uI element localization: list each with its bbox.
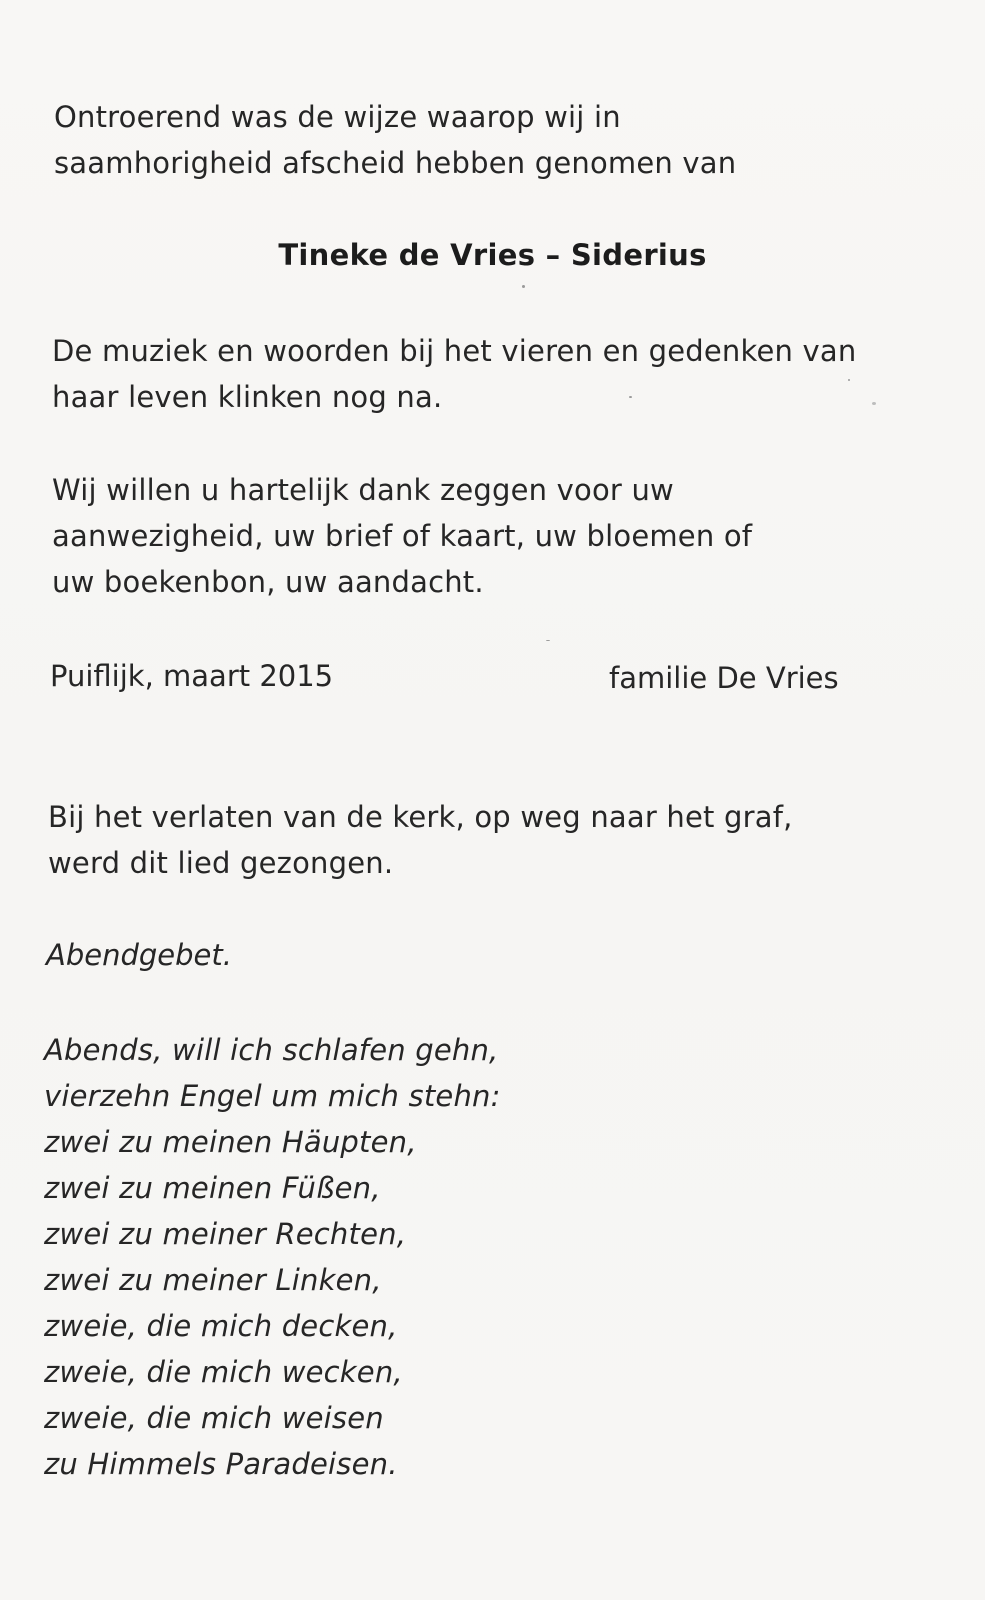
scan-speck — [629, 396, 632, 398]
thanks-line: Wij willen u hartelijk dank zeggen voor uw — [52, 473, 674, 507]
music-paragraph — [52, 328, 856, 420]
poem-line: zu Himmels Paradeisen. — [44, 1447, 398, 1481]
poem-line: zwei zu meinen Füßen, — [44, 1171, 381, 1205]
place-date: Puiflijk, maart 2015 — [50, 659, 334, 693]
intro-line: Ontroerend was de wijze waarop wij in — [54, 100, 621, 134]
thanks-line: uw boekenbon, uw aandacht. — [52, 565, 484, 599]
poem-line: zweie, die mich weisen — [44, 1401, 384, 1435]
poem-line: zwei zu meiner Rechten, — [44, 1217, 407, 1251]
poem-line: zweie, die mich decken, — [44, 1309, 398, 1343]
poem-line: zwei zu meinen Häupten, — [44, 1125, 417, 1159]
song-intro-paragraph — [48, 794, 793, 886]
poem-line: vierzehn Engel um mich stehn: — [44, 1079, 501, 1113]
thanks-line: aanwezigheid, uw brief of kaart, uw bloemen of — [52, 519, 753, 553]
family-signature: familie De Vries — [609, 661, 839, 695]
scan-speck — [872, 402, 876, 405]
scan-speck — [522, 285, 525, 288]
intro-line: saamhorigheid afscheid hebben genomen van — [54, 146, 737, 180]
music-line: De muziek en woorden bij het vieren en gedenken van — [52, 334, 857, 368]
scan-speck — [546, 640, 550, 641]
scan-speck — [848, 379, 850, 381]
poem — [44, 1027, 501, 1487]
deceased-name-heading: Tineke de Vries – Siderius — [278, 238, 707, 272]
poem-line: zweie, die mich wecken, — [44, 1355, 403, 1389]
song-title: Abendgebet. — [46, 938, 232, 972]
intro-paragraph — [54, 94, 736, 186]
music-line: haar leven klinken nog na. — [52, 380, 443, 414]
poem-line: zwei zu meiner Linken, — [44, 1263, 382, 1297]
poem-line: Abends, will ich schlafen gehn, — [44, 1033, 499, 1067]
song-intro-line: Bij het verlaten van de kerk, op weg naar het graf, — [48, 800, 793, 834]
thanks-paragraph — [52, 467, 752, 605]
song-intro-line: werd dit lied gezongen. — [48, 846, 394, 880]
